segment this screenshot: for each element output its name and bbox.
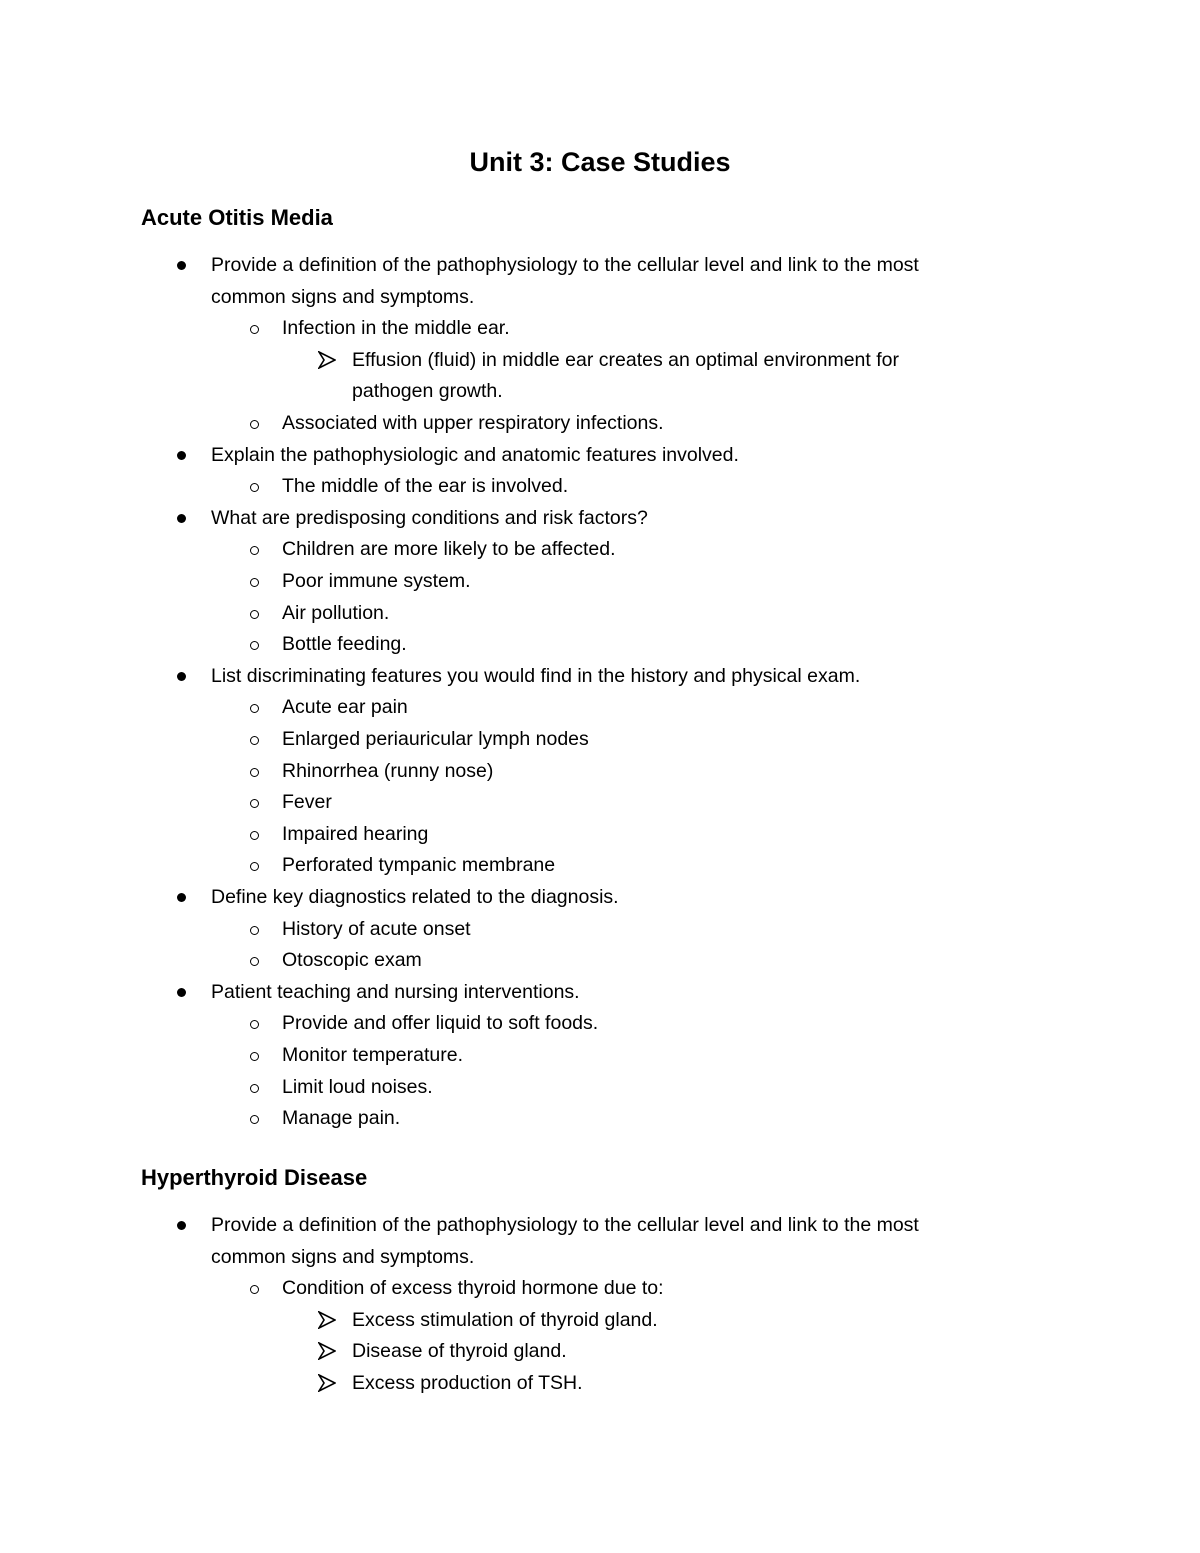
bullet-circle-icon xyxy=(250,1020,259,1029)
list-item-text: Enlarged periauricular lymph nodes xyxy=(282,728,589,750)
bullet-arrowhead-icon xyxy=(318,351,336,369)
list-item-text: Acute ear pain xyxy=(282,696,408,719)
bullet-circle-icon xyxy=(250,831,259,840)
bullet-circle-icon xyxy=(250,1115,259,1124)
bullet-circle-icon xyxy=(250,799,259,808)
bullet-arrowhead-icon xyxy=(318,1342,336,1360)
bullet-circle-icon xyxy=(250,926,259,935)
list-item-text: common signs and symptoms. xyxy=(211,285,475,308)
list-item-text: Effusion (fluid) in middle ear creates an optimal environment for xyxy=(352,348,899,371)
list-item-text: Explain the pathophysiologic and anatomic features involved. xyxy=(211,443,739,466)
list-item-text: Monitor temperature. xyxy=(282,1044,463,1066)
bullet-circle-icon xyxy=(250,420,259,429)
bullet-circle-icon xyxy=(250,957,259,966)
list-item-text: Provide a definition of the pathophysiology to the cellular level and link to the most xyxy=(211,1214,919,1236)
bullet-circle-icon xyxy=(250,610,259,619)
bullet-disc-icon xyxy=(177,672,186,681)
list-item-text: Otoscopic exam xyxy=(282,949,422,972)
list-item-text: Fever xyxy=(282,791,332,814)
list-item-text: Condition of excess thyroid hormone due to: xyxy=(282,1277,664,1300)
section-heading: Hyperthyroid Disease xyxy=(141,1165,368,1190)
bullet-circle-icon xyxy=(250,862,259,871)
list-item-text: Excess production of TSH. xyxy=(352,1372,583,1394)
list-item-text: Bottle feeding. xyxy=(282,633,407,656)
list-item-text: Poor immune system. xyxy=(282,570,471,592)
list-item-text: History of acute onset xyxy=(282,917,471,940)
bullet-arrowhead-icon xyxy=(318,1374,336,1392)
bullet-disc-icon xyxy=(177,1221,186,1230)
list-item-text: Impaired hearing xyxy=(282,822,429,845)
list-item-text: List discriminating features you would find in the history and physical exam. xyxy=(211,664,861,687)
bullet-disc-icon xyxy=(177,261,186,270)
bullet-disc-icon xyxy=(177,988,186,997)
bullet-arrowhead-icon xyxy=(318,1311,336,1329)
list-item-text: Associated with upper respiratory infections. xyxy=(282,412,664,434)
bullet-circle-icon xyxy=(250,641,259,650)
list-item-text: Provide a definition of the pathophysiology to the cellular level and link to the most xyxy=(211,254,919,276)
list-item-text: Manage pain. xyxy=(282,1107,401,1130)
bullet-circle-icon xyxy=(250,483,259,492)
bullet-disc-icon xyxy=(177,451,186,460)
list-item-text: Limit loud noises. xyxy=(282,1075,433,1098)
list-item-text: Rhinorrhea (runny nose) xyxy=(282,759,494,782)
bullet-circle-icon xyxy=(250,1285,259,1294)
list-item-text: Disease of thyroid gland. xyxy=(352,1340,567,1363)
list-item-text: Patient teaching and nursing interventions. xyxy=(211,980,580,1003)
list-item-text: Infection in the middle ear. xyxy=(282,317,510,340)
list-item-text: Excess stimulation of thyroid gland. xyxy=(352,1308,658,1331)
bullet-disc-icon xyxy=(177,514,186,523)
list-item-text: The middle of the ear is involved. xyxy=(282,475,569,498)
bullet-circle-icon xyxy=(250,546,259,555)
bullet-circle-icon xyxy=(250,768,259,777)
bullet-circle-icon xyxy=(250,325,259,334)
list-item-text: Children are more likely to be affected. xyxy=(282,538,616,561)
bullet-circle-icon xyxy=(250,578,259,587)
list-item-text: Air pollution. xyxy=(282,601,390,624)
list-item-text: Provide and offer liquid to soft foods. xyxy=(282,1012,599,1035)
list-item-text: Define key diagnostics related to the diagnosis. xyxy=(211,886,619,908)
list-item-text: pathogen growth. xyxy=(352,380,503,403)
bullet-circle-icon xyxy=(250,1084,259,1093)
page-title: Unit 3: Case Studies xyxy=(469,147,731,177)
list-item-text: What are predisposing conditions and risk factors? xyxy=(211,506,648,529)
list-item-text: common signs and symptoms. xyxy=(211,1245,475,1268)
bullet-circle-icon xyxy=(250,704,259,713)
section-heading: Acute Otitis Media xyxy=(141,205,333,230)
bullet-disc-icon xyxy=(177,893,186,902)
bullet-circle-icon xyxy=(250,1052,259,1061)
bullet-circle-icon xyxy=(250,736,259,745)
list-item-text: Perforated tympanic membrane xyxy=(282,854,556,877)
